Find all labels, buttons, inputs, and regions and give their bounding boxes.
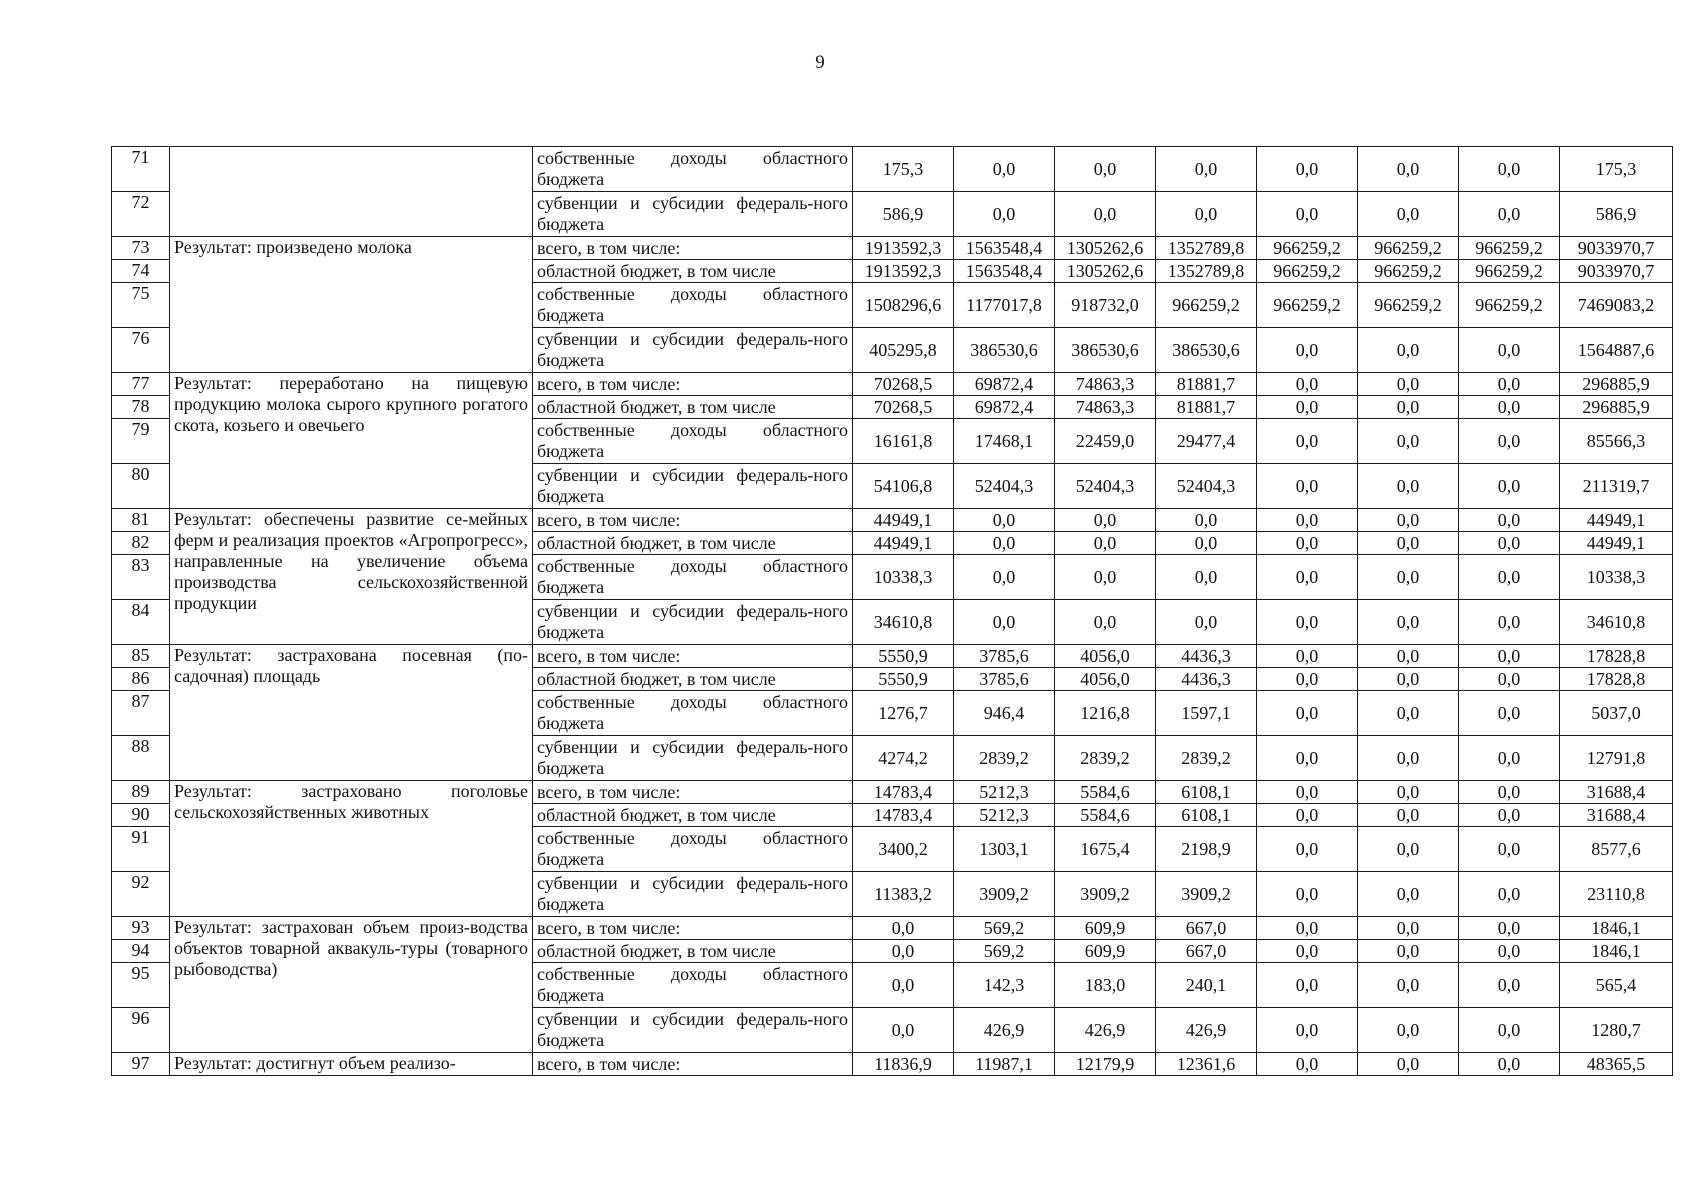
row-number: 88: [112, 736, 170, 781]
result-description: Результат: застраховано поголовье сельскохозяйственных животных: [170, 781, 533, 917]
year-value-cell: 11836,9: [853, 1053, 954, 1076]
year-value-cell: 0,0: [1459, 464, 1560, 509]
year-value-cell: 0,0: [1358, 1008, 1459, 1053]
year-value-cell: 569,2: [954, 940, 1055, 963]
row-number: 94: [112, 940, 170, 963]
year-value-cell: 0,0: [853, 963, 954, 1008]
result-description: Результат: застрахована посевная (по-садочная) площадь: [170, 645, 533, 781]
year-value-cell: 29477,4: [1156, 419, 1257, 464]
funding-source: собственные доходы областного бюджета: [533, 691, 853, 736]
year-value-cell: 667,0: [1156, 917, 1257, 940]
year-value-cell: 0,0: [1055, 600, 1156, 645]
row-number: 93: [112, 917, 170, 940]
year-value-cell: 0,0: [1358, 872, 1459, 917]
year-value-cell: 175,3: [853, 147, 954, 192]
year-value-cell: 0,0: [1156, 509, 1257, 532]
year-value-cell: 0,0: [1055, 555, 1156, 600]
year-value-cell: 69872,4: [954, 396, 1055, 419]
result-description: Результат: застрахован объем произ-водства объектов товарной аквакуль-туры (товарного рыбоводства): [170, 917, 533, 1053]
total-value-cell: 44949,1: [1560, 509, 1673, 532]
year-value-cell: 1276,7: [853, 691, 954, 736]
row-number: 91: [112, 827, 170, 872]
year-value-cell: 6108,1: [1156, 804, 1257, 827]
year-value-cell: 3785,6: [954, 668, 1055, 691]
year-value-cell: 0,0: [853, 917, 954, 940]
year-value-cell: 426,9: [954, 1008, 1055, 1053]
result-description: Результат: обеспечены развитие се-мейных ферм и реализация проектов «Агропрогресс», направленные на увеличение объема производства сельскохозяйственной продукции: [170, 509, 533, 645]
total-value-cell: 9033970,7: [1560, 260, 1673, 283]
year-value-cell: 0,0: [1257, 1053, 1358, 1076]
total-value-cell: 7469083,2: [1560, 283, 1673, 328]
row-number: 86: [112, 668, 170, 691]
funding-source: субвенции и субсидии федераль-ного бюджета: [533, 736, 853, 781]
year-value-cell: 386530,6: [1055, 328, 1156, 373]
total-value-cell: 31688,4: [1560, 781, 1673, 804]
total-value-cell: 211319,7: [1560, 464, 1673, 509]
year-value-cell: 966259,2: [1459, 237, 1560, 260]
year-value-cell: 0,0: [1459, 736, 1560, 781]
budget-table-body: [112, 147, 1673, 1076]
funding-source: собственные доходы областного бюджета: [533, 419, 853, 464]
row-number: 96: [112, 1008, 170, 1053]
year-value-cell: 426,9: [1156, 1008, 1257, 1053]
year-value-cell: 142,3: [954, 963, 1055, 1008]
row-number: 81: [112, 509, 170, 532]
year-value-cell: 11987,1: [954, 1053, 1055, 1076]
year-value-cell: 1305262,6: [1055, 260, 1156, 283]
table-row: [112, 645, 1673, 668]
total-value-cell: 5037,0: [1560, 691, 1673, 736]
year-value-cell: 0,0: [1459, 419, 1560, 464]
year-value-cell: 0,0: [1358, 736, 1459, 781]
row-number: 77: [112, 373, 170, 396]
total-value-cell: 9033970,7: [1560, 237, 1673, 260]
year-value-cell: 0,0: [1257, 645, 1358, 668]
table-row: [112, 917, 1673, 940]
year-value-cell: 1303,1: [954, 827, 1055, 872]
year-value-cell: 966259,2: [1257, 260, 1358, 283]
year-value-cell: 0,0: [1358, 192, 1459, 237]
row-number: 92: [112, 872, 170, 917]
funding-source: субвенции и субсидии федераль-ного бюджета: [533, 464, 853, 509]
year-value-cell: 17468,1: [954, 419, 1055, 464]
funding-source: субвенции и субсидии федераль-ного бюджета: [533, 328, 853, 373]
funding-source: субвенции и субсидии федераль-ного бюджета: [533, 872, 853, 917]
year-value-cell: 0,0: [1459, 781, 1560, 804]
year-value-cell: 0,0: [1257, 736, 1358, 781]
total-value-cell: 23110,8: [1560, 872, 1673, 917]
year-value-cell: 0,0: [1459, 804, 1560, 827]
year-value-cell: 0,0: [1459, 691, 1560, 736]
year-value-cell: 0,0: [954, 509, 1055, 532]
year-value-cell: 0,0: [1459, 555, 1560, 600]
year-value-cell: 74863,3: [1055, 373, 1156, 396]
year-value-cell: 0,0: [1459, 827, 1560, 872]
year-value-cell: 0,0: [1459, 396, 1560, 419]
year-value-cell: 386530,6: [954, 328, 1055, 373]
year-value-cell: 5584,6: [1055, 781, 1156, 804]
funding-source: собственные доходы областного бюджета: [533, 555, 853, 600]
year-value-cell: 16161,8: [853, 419, 954, 464]
year-value-cell: 0,0: [1257, 963, 1358, 1008]
year-value-cell: 44949,1: [853, 532, 954, 555]
year-value-cell: 0,0: [954, 600, 1055, 645]
year-value-cell: 0,0: [853, 940, 954, 963]
total-value-cell: 48365,5: [1560, 1053, 1673, 1076]
year-value-cell: 54106,8: [853, 464, 954, 509]
funding-source: областной бюджет, в том числе: [533, 940, 853, 963]
row-number: 78: [112, 396, 170, 419]
year-value-cell: 12179,9: [1055, 1053, 1156, 1076]
year-value-cell: 0,0: [1459, 963, 1560, 1008]
table-row: [112, 373, 1673, 396]
row-number: 73: [112, 237, 170, 260]
year-value-cell: 12361,6: [1156, 1053, 1257, 1076]
year-value-cell: 0,0: [1358, 804, 1459, 827]
budget-table: [111, 146, 1673, 1076]
year-value-cell: 966259,2: [1257, 283, 1358, 328]
year-value-cell: 0,0: [1459, 917, 1560, 940]
year-value-cell: 0,0: [1358, 532, 1459, 555]
year-value-cell: 0,0: [1358, 555, 1459, 600]
year-value-cell: 0,0: [1257, 872, 1358, 917]
year-value-cell: 1913592,3: [853, 260, 954, 283]
year-value-cell: 52404,3: [954, 464, 1055, 509]
table-row: [112, 1053, 1673, 1076]
year-value-cell: 4056,0: [1055, 668, 1156, 691]
year-value-cell: 10338,3: [853, 555, 954, 600]
year-value-cell: 1597,1: [1156, 691, 1257, 736]
year-value-cell: 0,0: [1358, 963, 1459, 1008]
year-value-cell: 966259,2: [1156, 283, 1257, 328]
year-value-cell: 2839,2: [954, 736, 1055, 781]
row-number: 79: [112, 419, 170, 464]
funding-source: субвенции и субсидии федераль-ного бюджета: [533, 192, 853, 237]
year-value-cell: 0,0: [1257, 668, 1358, 691]
funding-source: областной бюджет, в том числе: [533, 532, 853, 555]
total-value-cell: 31688,4: [1560, 804, 1673, 827]
year-value-cell: 0,0: [954, 147, 1055, 192]
year-value-cell: 966259,2: [1358, 283, 1459, 328]
year-value-cell: 0,0: [954, 192, 1055, 237]
year-value-cell: 0,0: [1257, 509, 1358, 532]
table-row: [112, 147, 1673, 192]
year-value-cell: 0,0: [1257, 396, 1358, 419]
year-value-cell: 1675,4: [1055, 827, 1156, 872]
year-value-cell: 586,9: [853, 192, 954, 237]
total-value-cell: 1564887,6: [1560, 328, 1673, 373]
funding-source: областной бюджет, в том числе: [533, 804, 853, 827]
year-value-cell: 0,0: [1459, 373, 1560, 396]
year-value-cell: 0,0: [1257, 373, 1358, 396]
total-value-cell: 586,9: [1560, 192, 1673, 237]
funding-source: всего, в том числе:: [533, 1053, 853, 1076]
table-row: [112, 237, 1673, 260]
year-value-cell: 14783,4: [853, 781, 954, 804]
funding-source: всего, в том числе:: [533, 645, 853, 668]
year-value-cell: 1305262,6: [1055, 237, 1156, 260]
year-value-cell: 966259,2: [1257, 237, 1358, 260]
row-number: 90: [112, 804, 170, 827]
year-value-cell: 609,9: [1055, 917, 1156, 940]
row-number: 74: [112, 260, 170, 283]
year-value-cell: 3909,2: [1055, 872, 1156, 917]
year-value-cell: 81881,7: [1156, 396, 1257, 419]
year-value-cell: 1352789,8: [1156, 237, 1257, 260]
year-value-cell: 2839,2: [1156, 736, 1257, 781]
year-value-cell: 386530,6: [1156, 328, 1257, 373]
funding-source: всего, в том числе:: [533, 509, 853, 532]
total-value-cell: 10338,3: [1560, 555, 1673, 600]
year-value-cell: 0,0: [1459, 328, 1560, 373]
year-value-cell: 0,0: [1459, 1053, 1560, 1076]
year-value-cell: 3785,6: [954, 645, 1055, 668]
year-value-cell: 52404,3: [1156, 464, 1257, 509]
funding-source: собственные доходы областного бюджета: [533, 963, 853, 1008]
total-value-cell: 1846,1: [1560, 917, 1673, 940]
year-value-cell: 0,0: [1055, 147, 1156, 192]
year-value-cell: 0,0: [1459, 1008, 1560, 1053]
year-value-cell: 2198,9: [1156, 827, 1257, 872]
year-value-cell: 0,0: [1459, 147, 1560, 192]
year-value-cell: 0,0: [1459, 600, 1560, 645]
total-value-cell: 296885,9: [1560, 396, 1673, 419]
year-value-cell: 0,0: [1459, 192, 1560, 237]
year-value-cell: 4436,3: [1156, 645, 1257, 668]
year-value-cell: 0,0: [1358, 827, 1459, 872]
year-value-cell: 22459,0: [1055, 419, 1156, 464]
row-number: 97: [112, 1053, 170, 1076]
year-value-cell: 918732,0: [1055, 283, 1156, 328]
row-number: 84: [112, 600, 170, 645]
year-value-cell: 0,0: [1358, 373, 1459, 396]
year-value-cell: 0,0: [1055, 509, 1156, 532]
year-value-cell: 0,0: [1358, 691, 1459, 736]
year-value-cell: 0,0: [1358, 147, 1459, 192]
year-value-cell: 0,0: [1257, 827, 1358, 872]
year-value-cell: 240,1: [1156, 963, 1257, 1008]
year-value-cell: 183,0: [1055, 963, 1156, 1008]
year-value-cell: 0,0: [1358, 940, 1459, 963]
row-number: 76: [112, 328, 170, 373]
year-value-cell: 34610,8: [853, 600, 954, 645]
year-value-cell: 1177017,8: [954, 283, 1055, 328]
year-value-cell: 3400,2: [853, 827, 954, 872]
year-value-cell: 70268,5: [853, 373, 954, 396]
year-value-cell: 426,9: [1055, 1008, 1156, 1053]
result-description: Результат: переработано на пищевую продукцию молока сырого крупного рогатого скота, козьего и овечьего: [170, 373, 533, 509]
year-value-cell: 69872,4: [954, 373, 1055, 396]
year-value-cell: 0,0: [1459, 940, 1560, 963]
funding-source: всего, в том числе:: [533, 237, 853, 260]
table-row: [112, 781, 1673, 804]
year-value-cell: 1216,8: [1055, 691, 1156, 736]
year-value-cell: 0,0: [1358, 396, 1459, 419]
year-value-cell: 966259,2: [1358, 237, 1459, 260]
year-value-cell: 0,0: [1257, 600, 1358, 645]
year-value-cell: 3909,2: [954, 872, 1055, 917]
year-value-cell: 0,0: [1257, 419, 1358, 464]
result-description: [170, 147, 533, 237]
year-value-cell: 44949,1: [853, 509, 954, 532]
year-value-cell: 0,0: [1358, 917, 1459, 940]
funding-source: собственные доходы областного бюджета: [533, 283, 853, 328]
year-value-cell: 74863,3: [1055, 396, 1156, 419]
year-value-cell: 0,0: [1358, 419, 1459, 464]
funding-source: субвенции и субсидии федераль-ного бюджета: [533, 1008, 853, 1053]
total-value-cell: 565,4: [1560, 963, 1673, 1008]
year-value-cell: 0,0: [1257, 1008, 1358, 1053]
row-number: 75: [112, 283, 170, 328]
year-value-cell: 0,0: [1459, 645, 1560, 668]
year-value-cell: 0,0: [1459, 532, 1560, 555]
year-value-cell: 0,0: [1257, 555, 1358, 600]
year-value-cell: 4274,2: [853, 736, 954, 781]
row-number: 95: [112, 963, 170, 1008]
funding-source: собственные доходы областного бюджета: [533, 827, 853, 872]
year-value-cell: 0,0: [1459, 509, 1560, 532]
year-value-cell: 0,0: [1257, 532, 1358, 555]
total-value-cell: 44949,1: [1560, 532, 1673, 555]
year-value-cell: 6108,1: [1156, 781, 1257, 804]
year-value-cell: 0,0: [1358, 464, 1459, 509]
year-value-cell: 0,0: [1156, 532, 1257, 555]
funding-source: субвенции и субсидии федераль-ного бюджета: [533, 600, 853, 645]
year-value-cell: 5550,9: [853, 645, 954, 668]
year-value-cell: 5212,3: [954, 804, 1055, 827]
year-value-cell: 5550,9: [853, 668, 954, 691]
year-value-cell: 0,0: [1257, 691, 1358, 736]
row-number: 87: [112, 691, 170, 736]
year-value-cell: 0,0: [1358, 600, 1459, 645]
year-value-cell: 0,0: [1358, 668, 1459, 691]
year-value-cell: 2839,2: [1055, 736, 1156, 781]
row-number: 80: [112, 464, 170, 509]
year-value-cell: 0,0: [1257, 781, 1358, 804]
funding-source: областной бюджет, в том числе: [533, 668, 853, 691]
year-value-cell: 4436,3: [1156, 668, 1257, 691]
funding-source: всего, в том числе:: [533, 917, 853, 940]
year-value-cell: 0,0: [1257, 192, 1358, 237]
year-value-cell: 0,0: [1156, 147, 1257, 192]
year-value-cell: 0,0: [1459, 872, 1560, 917]
year-value-cell: 0,0: [1257, 804, 1358, 827]
year-value-cell: 0,0: [1358, 781, 1459, 804]
year-value-cell: 0,0: [1358, 328, 1459, 373]
year-value-cell: 0,0: [1358, 509, 1459, 532]
year-value-cell: 0,0: [954, 532, 1055, 555]
year-value-cell: 5584,6: [1055, 804, 1156, 827]
year-value-cell: 3909,2: [1156, 872, 1257, 917]
row-number: 72: [112, 192, 170, 237]
year-value-cell: 0,0: [1257, 464, 1358, 509]
total-value-cell: 296885,9: [1560, 373, 1673, 396]
page-number: 9: [815, 52, 825, 73]
total-value-cell: 85566,3: [1560, 419, 1673, 464]
year-value-cell: 11383,2: [853, 872, 954, 917]
year-value-cell: 966259,2: [1358, 260, 1459, 283]
year-value-cell: 0,0: [954, 555, 1055, 600]
year-value-cell: 1352789,8: [1156, 260, 1257, 283]
year-value-cell: 569,2: [954, 917, 1055, 940]
year-value-cell: 0,0: [1459, 668, 1560, 691]
year-value-cell: 405295,8: [853, 328, 954, 373]
year-value-cell: 966259,2: [1459, 260, 1560, 283]
total-value-cell: 34610,8: [1560, 600, 1673, 645]
total-value-cell: 8577,6: [1560, 827, 1673, 872]
total-value-cell: 17828,8: [1560, 668, 1673, 691]
year-value-cell: 946,4: [954, 691, 1055, 736]
year-value-cell: 0,0: [1055, 532, 1156, 555]
row-number: 71: [112, 147, 170, 192]
row-number: 82: [112, 532, 170, 555]
year-value-cell: 0,0: [853, 1008, 954, 1053]
year-value-cell: 0,0: [1358, 645, 1459, 668]
year-value-cell: 0,0: [1156, 192, 1257, 237]
year-value-cell: 1913592,3: [853, 237, 954, 260]
result-description: Результат: достигнут объем реализо-: [170, 1053, 533, 1076]
year-value-cell: 1563548,4: [954, 260, 1055, 283]
total-value-cell: 175,3: [1560, 147, 1673, 192]
table-row: [112, 509, 1673, 532]
year-value-cell: 667,0: [1156, 940, 1257, 963]
year-value-cell: 0,0: [1358, 1053, 1459, 1076]
total-value-cell: 17828,8: [1560, 645, 1673, 668]
year-value-cell: 52404,3: [1055, 464, 1156, 509]
funding-source: областной бюджет, в том числе: [533, 260, 853, 283]
year-value-cell: 5212,3: [954, 781, 1055, 804]
year-value-cell: 81881,7: [1156, 373, 1257, 396]
result-description: Результат: произведено молока: [170, 237, 533, 373]
funding-source: всего, в том числе:: [533, 781, 853, 804]
year-value-cell: 1508296,6: [853, 283, 954, 328]
year-value-cell: 0,0: [1257, 917, 1358, 940]
row-number: 85: [112, 645, 170, 668]
funding-source: всего, в том числе:: [533, 373, 853, 396]
year-value-cell: 0,0: [1257, 147, 1358, 192]
year-value-cell: 14783,4: [853, 804, 954, 827]
year-value-cell: 0,0: [1257, 940, 1358, 963]
year-value-cell: 0,0: [1055, 192, 1156, 237]
funding-source: областной бюджет, в том числе: [533, 396, 853, 419]
year-value-cell: 1563548,4: [954, 237, 1055, 260]
total-value-cell: 12791,8: [1560, 736, 1673, 781]
total-value-cell: 1280,7: [1560, 1008, 1673, 1053]
year-value-cell: 0,0: [1257, 328, 1358, 373]
year-value-cell: 0,0: [1156, 555, 1257, 600]
year-value-cell: 966259,2: [1459, 283, 1560, 328]
year-value-cell: 4056,0: [1055, 645, 1156, 668]
year-value-cell: 70268,5: [853, 396, 954, 419]
row-number: 89: [112, 781, 170, 804]
year-value-cell: 609,9: [1055, 940, 1156, 963]
year-value-cell: 0,0: [1156, 600, 1257, 645]
row-number: 83: [112, 555, 170, 600]
funding-source: собственные доходы областного бюджета: [533, 147, 853, 192]
total-value-cell: 1846,1: [1560, 940, 1673, 963]
